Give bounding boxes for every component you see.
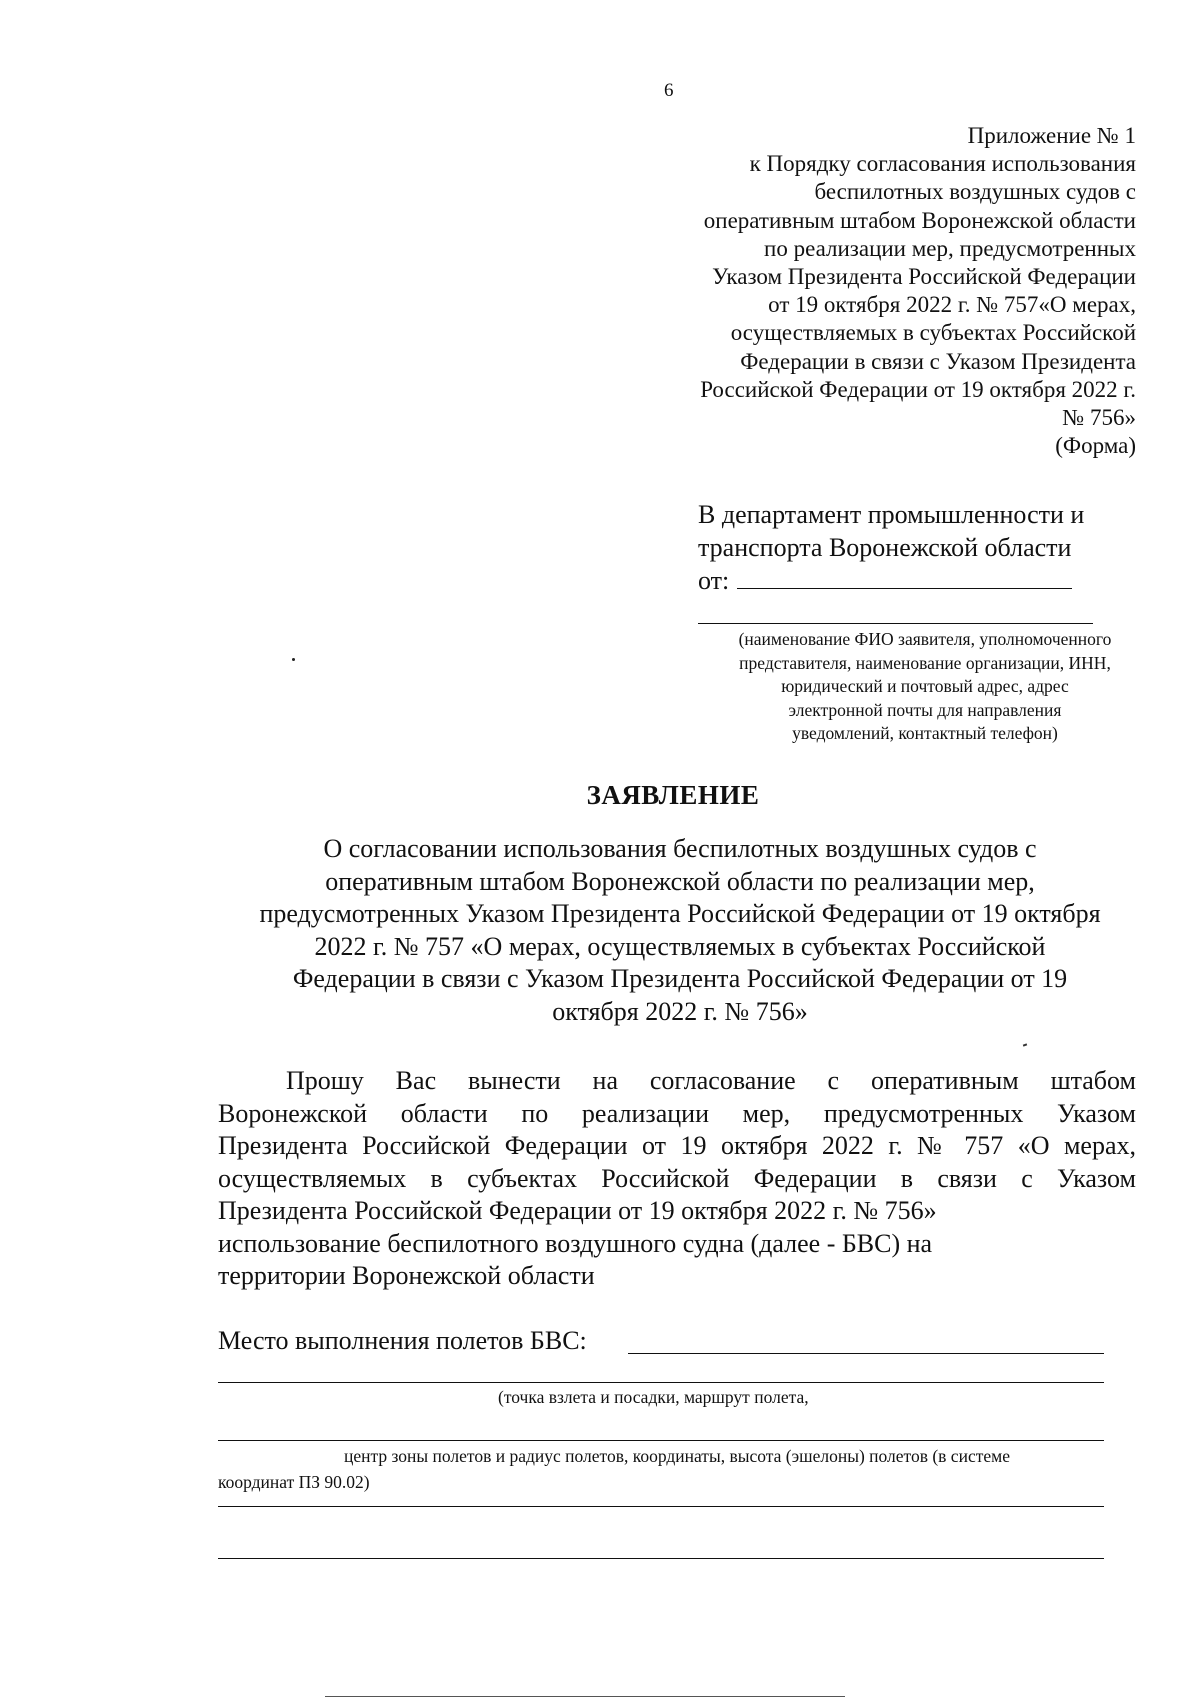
paragraph-line: Прошу Вас вынести на согласование с оперативным штабом	[286, 1066, 1136, 1095]
appendix-line: Федерации в связи с Указом Президента	[740, 348, 1136, 374]
fill-in-line[interactable]	[218, 1382, 1104, 1383]
appendix-form-label: (Форма)	[1055, 433, 1136, 459]
from-field[interactable]	[737, 568, 1072, 589]
subject-line: Федерации в связи с Указом Президента Российской Федерации от 19	[292, 964, 1068, 993]
fill-in-line[interactable]	[218, 1440, 1104, 1441]
appendix-line: Приложение № 1	[967, 123, 1136, 148]
appendix-line: Указом Президента Российской Федерации	[712, 264, 1136, 290]
appendix-line: по реализации мер, предусмотренных	[764, 235, 1136, 261]
appendix-line: к Порядку согласования использования	[749, 151, 1136, 177]
subject-line: оперативным штабом Воронежской области по реализации мер,	[325, 866, 1035, 896]
hint-line: представителя, наименование организации, ИНН,	[739, 652, 1111, 673]
addressee-block	[698, 498, 1084, 597]
appendix-line: от 19 октября 2022 г. № 757«О мерах,	[768, 292, 1136, 318]
appendix-line: № 756»	[1062, 405, 1136, 431]
hint-line: юридический и почтовый адрес, адрес	[781, 676, 1069, 697]
scan-speck	[1023, 1043, 1027, 1046]
appendix-line: беспилотных воздушных судов с	[814, 179, 1136, 205]
paragraph-line: Воронежской области по реализации мер, предусмотренных Указом	[218, 1098, 1136, 1128]
from-label: от:	[698, 566, 730, 595]
addressee-line-2: транспорта Воронежской области	[698, 533, 1072, 562]
fill-in-line[interactable]	[218, 1506, 1104, 1507]
paragraph-line: территории Воронежской области	[218, 1261, 595, 1290]
addressee-line-1: В департамент промышленности и	[698, 500, 1085, 529]
fill-in-line[interactable]	[218, 1558, 1104, 1559]
document-title: ЗАЯВЛЕНИЕ	[586, 780, 760, 810]
paragraph-line: Президента Российской Федерации от 19 октября 2022 г. № 756»	[218, 1196, 937, 1225]
appendix-line: осуществляемых в субъектах Российской	[730, 320, 1136, 346]
flight-place-field[interactable]	[628, 1353, 1104, 1354]
subject-line: 2022 г. № 757 «О мерах, осуществляемых в субъектах Российской	[314, 931, 1046, 961]
field-hint: (точка взлета и посадки, маршрут полета,	[498, 1387, 809, 1407]
appendix-line: оперативным штабом Воронежской области	[703, 207, 1136, 233]
hint-line: уведомлений, контактный телефон)	[792, 723, 1058, 744]
applicant-field-line[interactable]	[698, 623, 1093, 624]
paragraph-line: использование беспилотного воздушного судна (далее - БВС) на	[218, 1228, 933, 1258]
subject-line: предусмотренных Указом Президента Российской Федерации от 19 октября	[259, 899, 1101, 928]
paragraph-line: осуществляемых в субъектах Российской Федерации в связи с Указом	[218, 1163, 1136, 1193]
field-hint: координат ПЗ 90.02)	[218, 1472, 370, 1492]
request-paragraph	[218, 1065, 1136, 1293]
flight-place-label: Место выполнения полетов БВС:	[218, 1326, 587, 1355]
page-number: 6	[664, 80, 674, 101]
subject-line: октября 2022 г. № 756»	[552, 996, 808, 1026]
document-subject	[200, 833, 1160, 1028]
appendix-header	[616, 122, 1136, 460]
subject-line: О согласовании использования беспилотных воздушных судов с	[323, 834, 1037, 863]
field-hint: центр зоны полетов и радиус полетов, координаты, высота (эшелоны) полетов (в системе	[344, 1446, 1010, 1466]
hint-line: (наименование ФИО заявителя, уполномоченного	[738, 629, 1112, 649]
from-row	[698, 564, 1084, 597]
applicant-field-hint	[690, 628, 1160, 746]
scan-speck	[292, 658, 295, 661]
paragraph-line: Президента Российской Федерации от 19 октября 2022 г. № 757 «О мерах,	[218, 1131, 1136, 1160]
appendix-line: Российской Федерации от 19 октября 2022 г.	[700, 376, 1136, 402]
hint-line: электронной почты для направления	[788, 699, 1062, 720]
